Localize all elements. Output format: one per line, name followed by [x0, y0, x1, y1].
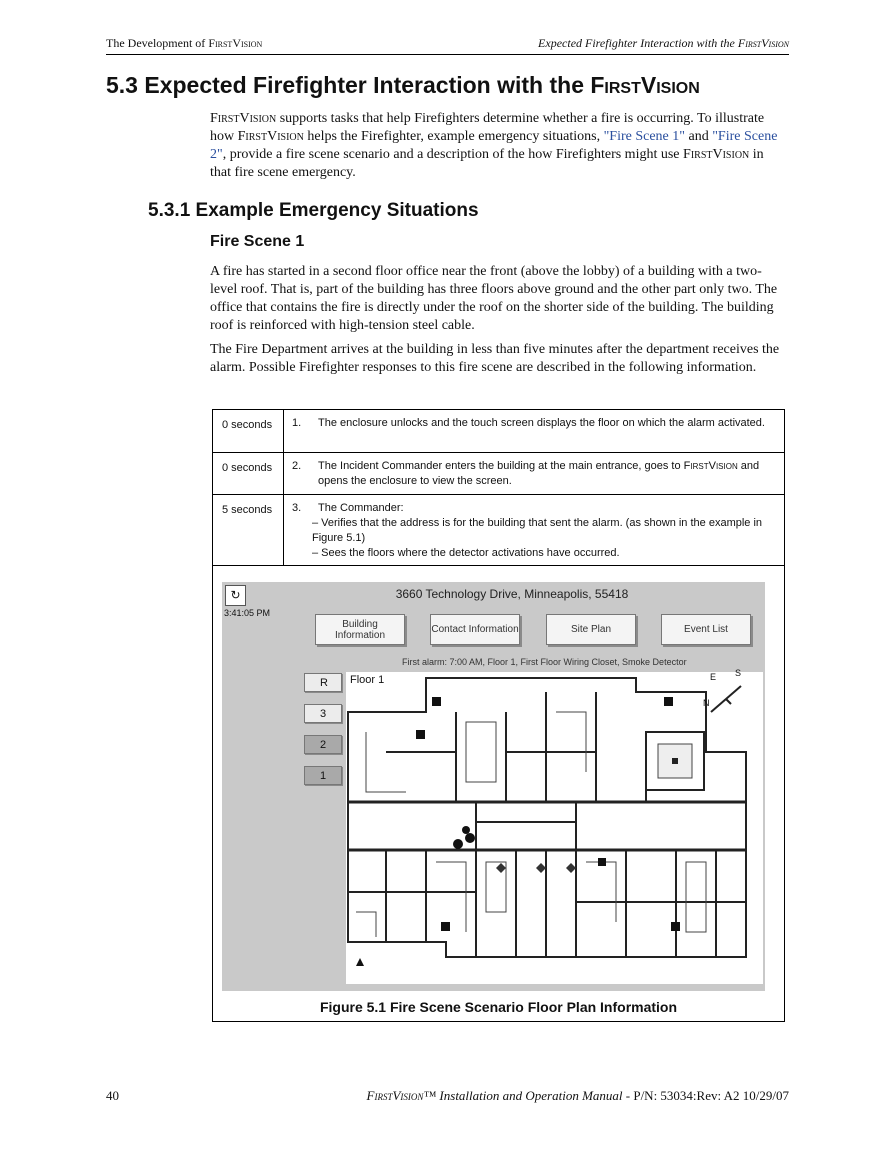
building-information-button[interactable]: Building Information — [315, 614, 405, 645]
event-list-button[interactable]: Event List — [661, 614, 751, 645]
intro-paragraph — [210, 110, 788, 182]
scene-title: Fire Scene 1 — [210, 233, 305, 250]
step-line — [292, 459, 776, 489]
intro-brand-3: FirstVision — [683, 147, 750, 162]
header-left — [106, 36, 262, 51]
figure-caption: Figure 5.1 Fire Scene Scenario Floor Plan Information — [319, 999, 678, 1015]
scenario-table — [212, 409, 785, 1022]
intro-text-5: in that fire scene emergency. — [210, 147, 764, 180]
step-text-b: and opens the enclosure to view the screen. — [318, 460, 760, 487]
table-row — [213, 453, 784, 495]
link-fire-scene-2[interactable]: "Fire Scene 2" — [210, 129, 778, 162]
step-cell — [284, 495, 784, 565]
link-fire-scene-1[interactable]: "Fire Scene 1" — [603, 129, 685, 144]
floor-plan — [346, 668, 763, 984]
header-left-brand: FirstVision — [208, 36, 263, 50]
time-cell: 5 seconds — [213, 495, 284, 565]
step-line — [292, 501, 776, 516]
compass-north: N — [703, 698, 710, 708]
intro-brand-2: FirstVision — [237, 129, 304, 144]
floor-button-r[interactable]: R — [304, 673, 342, 692]
floor-plan-drawing — [346, 672, 763, 984]
compass-south: S — [735, 668, 742, 678]
section-title-brand: FirstVision — [590, 72, 700, 98]
intro-text-4: , provide a fire scene scenario and a description of the how Firefighters might use — [222, 147, 684, 162]
contact-information-button[interactable]: Contact Information — [430, 614, 520, 645]
step-text — [318, 459, 776, 489]
step-cell — [284, 410, 784, 452]
step-text: The Commander: — [318, 502, 404, 514]
header-rule — [106, 54, 789, 55]
subsection-title: 5.3.1 Example Emergency Situations — [148, 200, 479, 221]
table-row — [213, 495, 784, 566]
time-cell: 0 seconds — [213, 410, 284, 452]
step-text: The enclosure unlocks and the touch screen displays the floor on which the alarm activated. — [318, 417, 765, 429]
intro-text-1: supports tasks that help Firefighters determine whether a fire is occurring. To illustrate how — [210, 111, 765, 144]
intro-text-2: helps the Firefighter, example emergency situations, — [303, 129, 604, 144]
footer-brand: FirstVision — [366, 1088, 424, 1103]
footer-title — [367, 1088, 789, 1104]
first-alarm-text: First alarm: 7:00 AM, Floor 1, First Floor Wiring Closet, Smoke Detector — [402, 657, 687, 667]
firstvision-screenshot — [222, 582, 765, 991]
site-plan-button[interactable]: Site Plan — [546, 614, 636, 645]
floor-button-1[interactable]: 1 — [304, 766, 342, 785]
floor-label: Floor 1 — [350, 674, 385, 686]
step-number: 1. — [292, 417, 302, 429]
header-right-brand: FirstVision — [737, 36, 789, 50]
header-left-text: The Development of — [106, 36, 209, 50]
step-line — [292, 416, 776, 431]
figure-row — [213, 566, 784, 1021]
intro-brand-1: FirstVision — [210, 111, 277, 126]
step-brand: FirstVision — [683, 460, 738, 472]
page-number: 40 — [106, 1088, 119, 1103]
section-title-text: 5.3 Expected Firefighter Interaction with the — [106, 72, 591, 98]
header-right-text: Expected Firefighter Interaction with the — [538, 36, 738, 50]
compass-east: E — [710, 672, 717, 682]
step-cell — [284, 453, 784, 494]
section-title — [106, 72, 700, 99]
building-address: 3660 Technology Drive, Minneapolis, 55418 — [395, 587, 629, 601]
time-cell: 0 seconds — [213, 453, 284, 494]
step-text-a: The Incident Commander enters the building at the main entrance, goes to — [318, 460, 684, 472]
footer-manual-title: ™ Installation and Operation Manual — [423, 1088, 623, 1103]
step-sub-2: – Sees the floors where the detector activations have occurred. — [312, 547, 620, 559]
refresh-icon[interactable]: ↻ — [225, 585, 246, 606]
floor-button-3[interactable]: 3 — [304, 704, 342, 723]
header-right — [538, 36, 789, 51]
table-row — [213, 410, 784, 453]
step-number: 2. — [292, 460, 302, 472]
scene-paragraph-2: The Fire Department arrives at the building in less than five minutes after the department receives the alarm. Possible Firefighter responses to this fire scene are described in the following information. — [210, 342, 780, 375]
footer-part-number: - P/N: 53034:Rev: A2 10/29/07 — [622, 1088, 789, 1103]
intro-text-3: and — [685, 129, 713, 144]
scene-paragraph-1: A fire has started in a second floor office near the front (above the lobby) of a building with a two-level roof. That is, part of the building has three floors above ground and the other part only two. The office that contains the fire is directly under the roof on the shorter side of the building. The building roof is reinforced with high-tension steel cable. — [210, 264, 778, 333]
clock-readout: 3:41:05 PM — [224, 608, 271, 618]
step-sub-1: – Verifies that the address is for the building that sent the alarm. (as shown in the example in Figure 5.1) — [312, 517, 763, 544]
step-number: 3. — [292, 502, 302, 514]
floor-button-2[interactable]: 2 — [304, 735, 342, 754]
